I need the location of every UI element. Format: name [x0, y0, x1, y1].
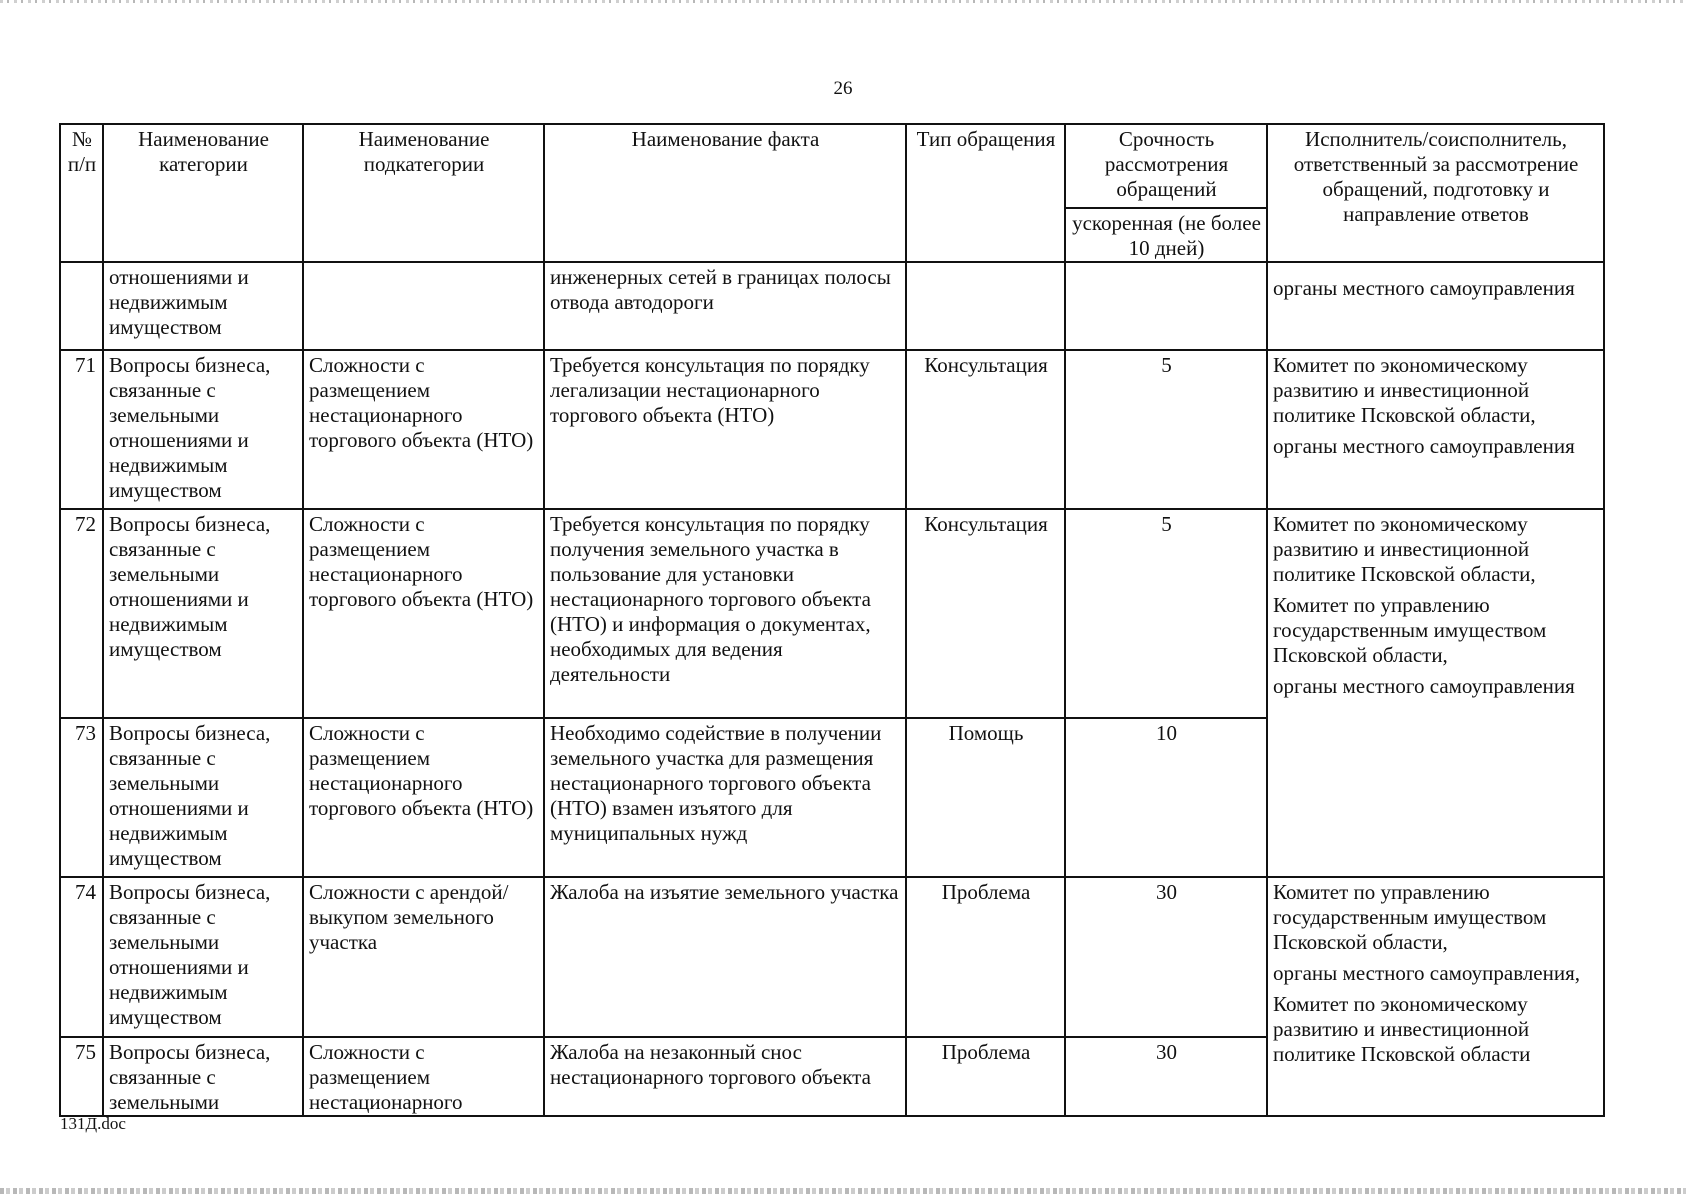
executor-line: Комитет по экономическому развитию и инвестиционной политике Псковской области: [1273, 992, 1531, 1066]
cell-category: Вопросы бизнеса, связанные с земельными: [103, 1037, 303, 1116]
cell-executor: [1267, 509, 1604, 877]
cell-subcategory: Сложности с размещением нестационарного: [303, 1037, 544, 1116]
cell-category: отношениями и недвижимым имуществом: [103, 262, 303, 350]
cell-fact: Требуется консультация по порядку получения земельного участка в пользование для установки нестационарного торгового объекта (НТО) и информация о документах, необходимых для ведения деятельности: [544, 509, 906, 718]
cell-days: [1065, 262, 1267, 350]
table-header-row: [60, 124, 1604, 208]
header-num: № п/п: [60, 124, 103, 262]
table-row: [60, 350, 1604, 509]
header-urgency: Срочность рассмотрения обращений: [1065, 124, 1267, 208]
header-fact: Наименование факта: [544, 124, 906, 262]
cell-num: 75: [60, 1037, 103, 1116]
cell-num: 74: [60, 877, 103, 1037]
footer-filename: 131Д.doc: [60, 1114, 126, 1133]
page-number: 26: [833, 78, 853, 99]
executor-line: Комитет по управлению государственным имуществом Псковской области,: [1273, 593, 1547, 667]
scan-edge-bottom: [0, 1188, 1686, 1194]
cell-subcategory: Сложности с размещением нестационарного торгового объекта (НТО): [303, 509, 544, 718]
cell-executor: органы местного самоуправления: [1267, 262, 1604, 350]
executor-line: органы местного самоуправления: [1273, 674, 1575, 698]
cell-subcategory: Сложности с размещением нестационарного торгового объекта (НТО): [303, 350, 544, 509]
cell-executor: [1267, 877, 1604, 1116]
executor-line: Комитет по управлению государственным имуществом Псковской области,: [1273, 880, 1547, 954]
table-row: [60, 509, 1604, 718]
cell-fact: Необходимо содействие в получении земельного участка для размещения нестационарного торгового объекта (НТО) взамен изъятого для муниципальных нужд: [544, 718, 906, 877]
cell-fact: Жалоба на изъятие земельного участка: [544, 877, 906, 1037]
cell-fact: Жалоба на незаконный снос нестационарного торгового объекта: [544, 1037, 906, 1116]
appeals-table: [59, 123, 1605, 1117]
cell-category: Вопросы бизнеса, связанные с земельными отношениями и недвижимым имуществом: [103, 350, 303, 509]
header-category: Наименование категории: [103, 124, 303, 262]
cell-type: [906, 262, 1065, 350]
cell-category: Вопросы бизнеса, связанные с земельными отношениями и недвижимым имуществом: [103, 509, 303, 718]
cell-type: Проблема: [906, 1037, 1065, 1116]
cell-type: Проблема: [906, 877, 1065, 1037]
cell-fact: инженерных сетей в границах полосы отвода автодороги: [544, 262, 906, 350]
cell-fact: Требуется консультация по порядку легализации нестационарного торгового объекта (НТО): [544, 350, 906, 509]
cell-subcategory: [303, 262, 544, 350]
cell-num: 73: [60, 718, 103, 877]
cell-num: 72: [60, 509, 103, 718]
cell-type: Консультация: [906, 350, 1065, 509]
table-row-continuation: [60, 262, 1604, 350]
cell-type: Помощь: [906, 718, 1065, 877]
cell-subcategory: Сложности с размещением нестационарного торгового объекта (НТО): [303, 718, 544, 877]
executor-line: Комитет по экономическому развитию и инвестиционной политике Псковской области,: [1273, 512, 1536, 586]
cell-executor: [1267, 350, 1604, 509]
cell-days: 30: [1065, 1037, 1267, 1116]
cell-subcategory: Сложности с арендой/выкупом земельного участка: [303, 877, 544, 1037]
cell-days: 30: [1065, 877, 1267, 1037]
header-executor: Исполнитель/соисполнитель, ответственный за рассмотрение обращений, подготовку и направление ответов: [1267, 124, 1604, 262]
header-subcategory: Наименование подкатегории: [303, 124, 544, 262]
executor-line: Комитет по экономическому развитию и инвестиционной политике Псковской области,: [1273, 353, 1536, 427]
executor-line: органы местного самоуправления,: [1273, 961, 1581, 985]
header-type: Тип обращения: [906, 124, 1065, 262]
cell-num: [60, 262, 103, 350]
cell-category: Вопросы бизнеса, связанные с земельными отношениями и недвижимым имуществом: [103, 718, 303, 877]
cell-days: 5: [1065, 509, 1267, 718]
header-urgency-sub: ускоренная (не более 10 дней): [1065, 208, 1267, 262]
cell-type: Консультация: [906, 509, 1065, 718]
executor-line: органы местного самоуправления: [1273, 434, 1575, 458]
cell-days: 10: [1065, 718, 1267, 877]
cell-num: 71: [60, 350, 103, 509]
cell-days: 5: [1065, 350, 1267, 509]
scan-edge-top: [0, 0, 1686, 3]
table-row: [60, 877, 1604, 1037]
cell-category: Вопросы бизнеса, связанные с земельными отношениями и недвижимым имуществом: [103, 877, 303, 1037]
